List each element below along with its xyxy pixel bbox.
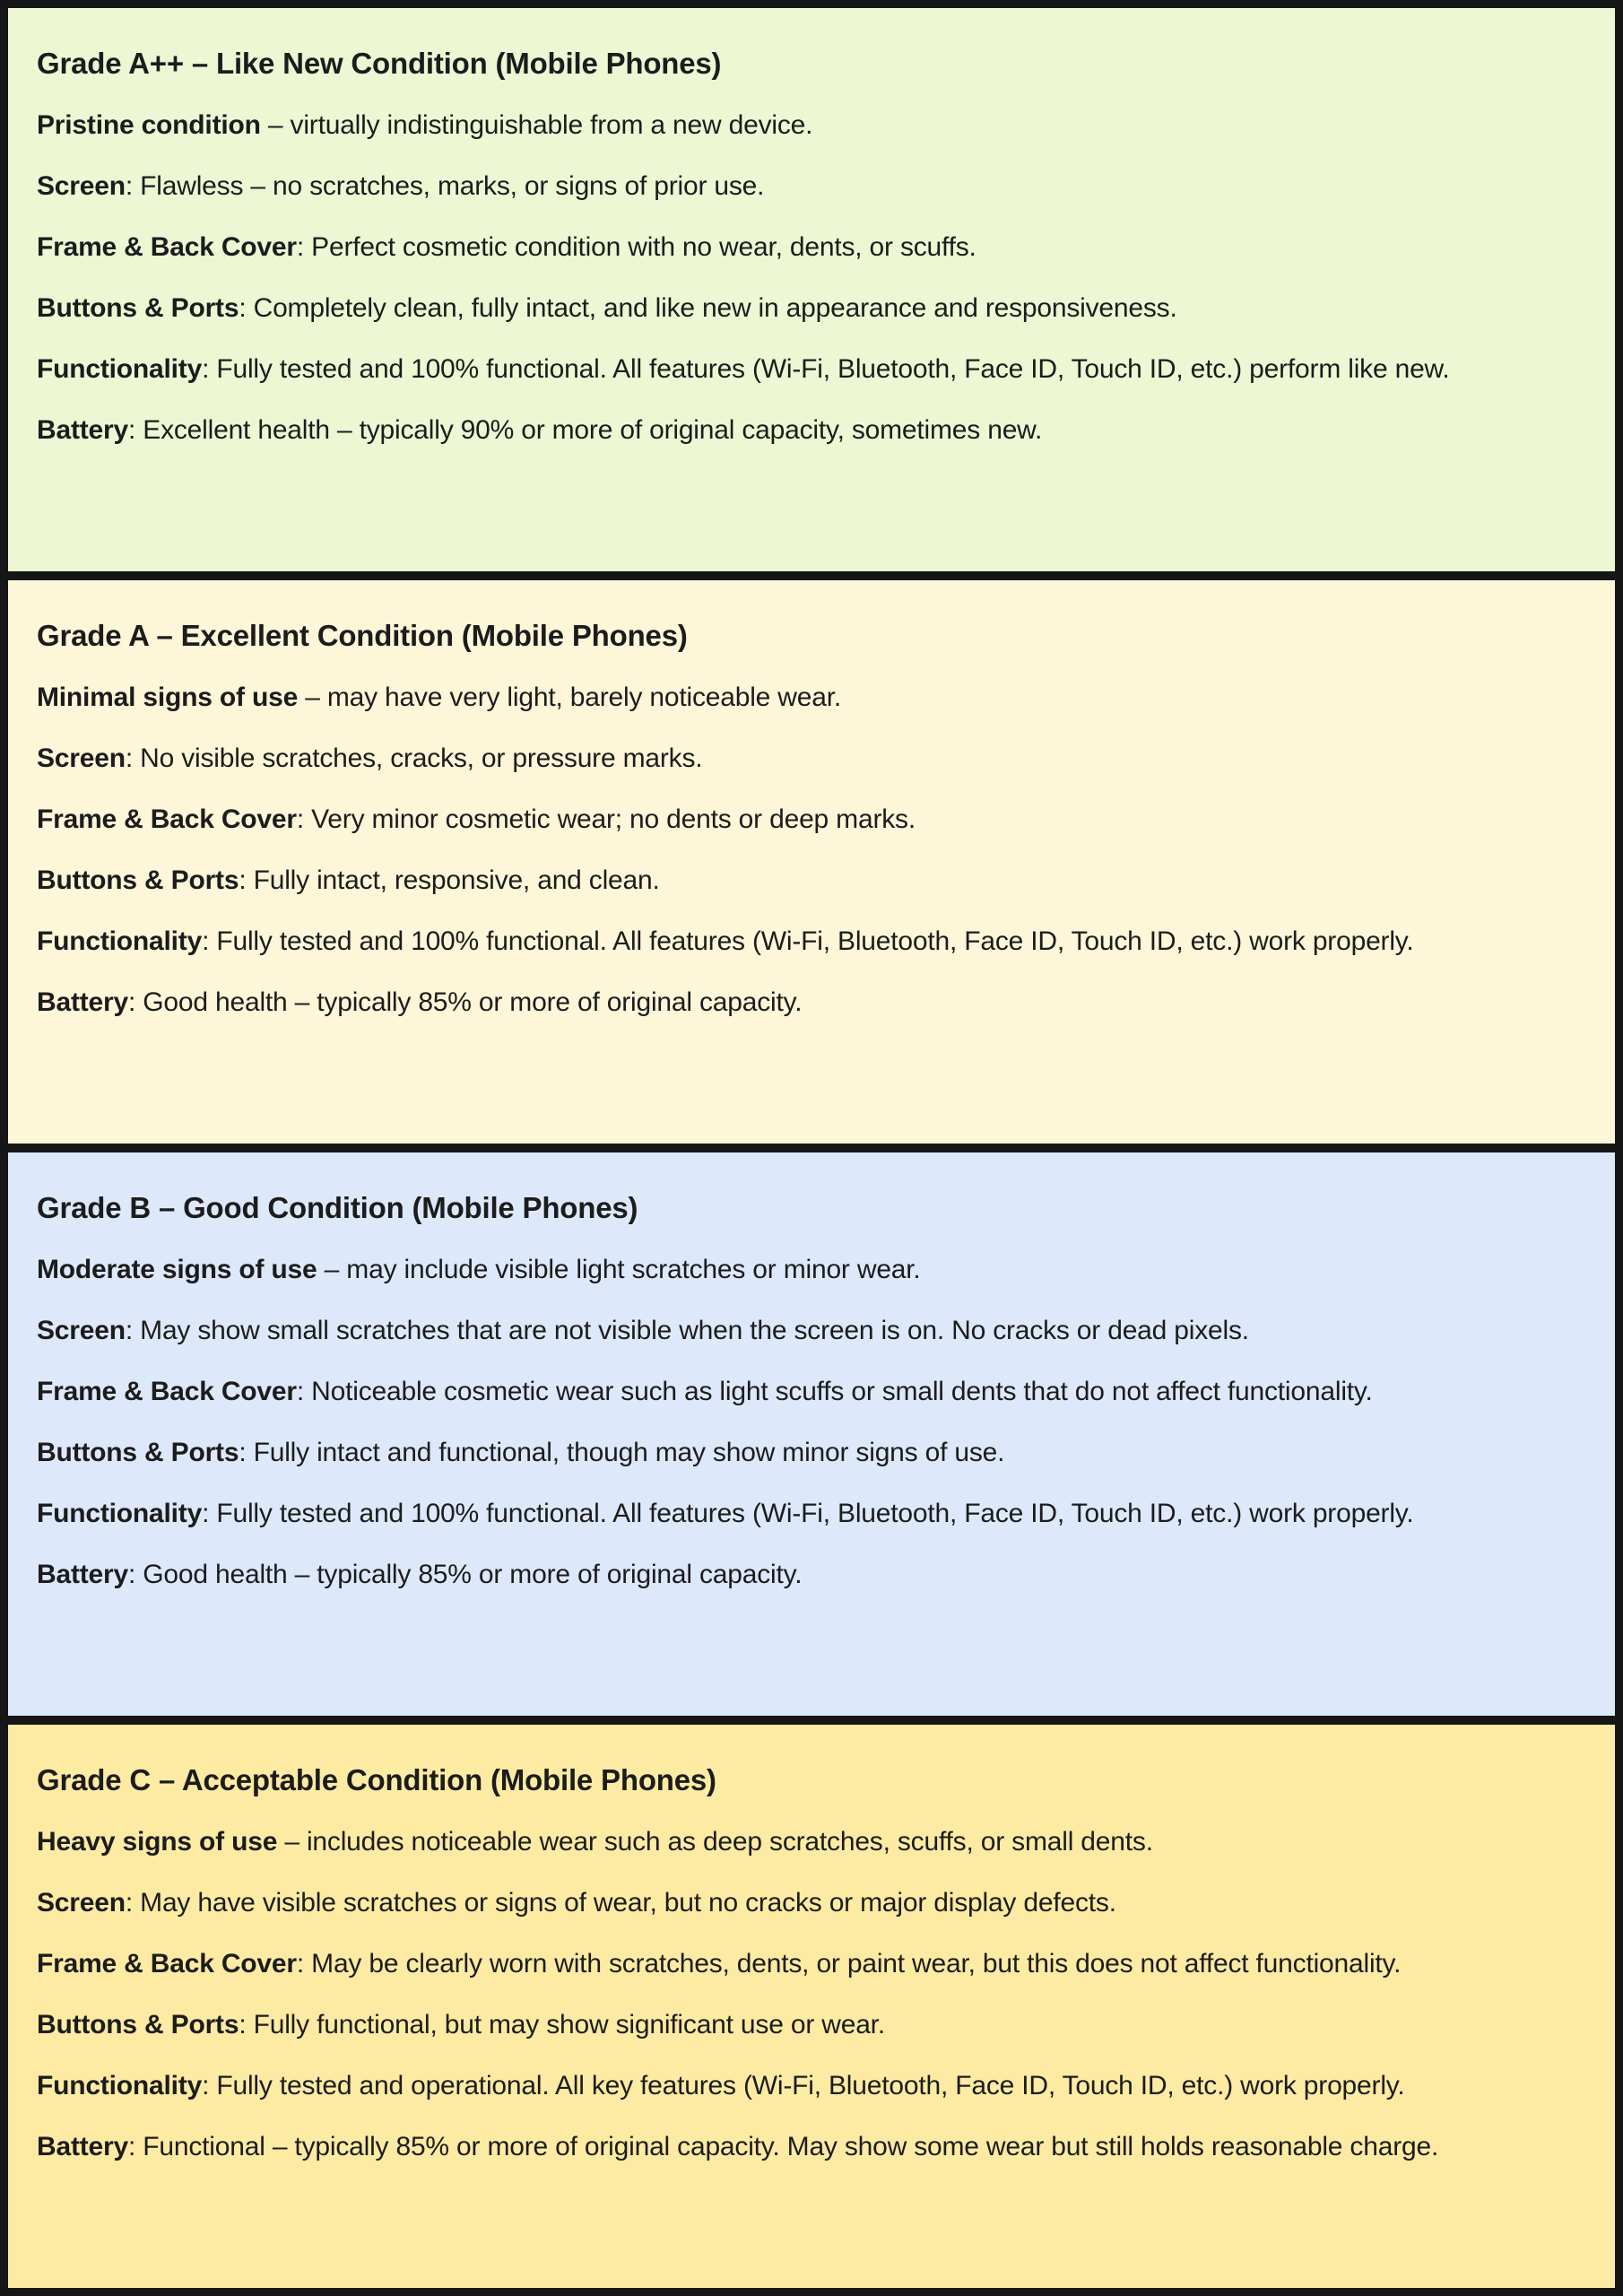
grade-title: Grade C – Acceptable Condition (Mobile Phones) [37, 1763, 716, 1796]
grade-line-buttons [37, 1436, 1606, 1470]
grade-line-buttons [37, 291, 1606, 326]
grade-line-functionality [37, 925, 1606, 959]
grade-line-frame [37, 1375, 1606, 1409]
grade-line-condition [37, 681, 1606, 715]
line-sep: : [239, 865, 254, 895]
grade-line-battery [37, 2130, 1606, 2164]
line-text: May be clearly worn with scratches, dents, or paint wear, but this does not affect functionality. [311, 1949, 1402, 1979]
line-text: Functional – typically 85% or more of original capacity. May show some wear but still holds reasonable charge. [143, 2132, 1439, 2161]
line-sep: : [202, 2071, 217, 2100]
grade-line-battery [37, 413, 1606, 448]
line-lead: Functionality [37, 2071, 203, 2100]
line-sep: : [239, 1438, 254, 1467]
line-lead: Buttons & Ports [37, 2010, 239, 2039]
line-sep: : [125, 1316, 141, 1345]
line-lead: Heavy signs of use [37, 1827, 278, 1857]
line-sep: : [296, 804, 312, 834]
grade-title: Grade A++ – Like New Condition (Mobile Phones) [37, 47, 722, 80]
line-lead: Buttons & Ports [37, 293, 239, 323]
line-sep: : [127, 415, 143, 445]
line-text: Noticeable cosmetic wear such as light scuffs or small dents that do not affect functionality. [311, 1377, 1373, 1406]
grade-card-a-plus-plus [8, 8, 1615, 571]
line-sep: : [202, 1499, 217, 1528]
grade-line-battery [37, 986, 1606, 1020]
grade-line-buttons [37, 864, 1606, 898]
line-lead: Screen [37, 1316, 126, 1345]
line-sep: : [127, 987, 143, 1017]
line-lead: Frame & Back Cover [37, 1377, 297, 1406]
line-text: Fully tested and operational. All key features (Wi-Fi, Bluetooth, Face ID, Touch ID, etc.) work properly. [216, 2071, 1405, 2100]
line-text: Good health – typically 85% or more of original capacity. [143, 987, 803, 1017]
line-sep: : [296, 232, 312, 262]
line-lead: Buttons & Ports [37, 865, 239, 895]
line-text: Fully tested and 100% functional. All features (Wi-Fi, Bluetooth, Face ID, Touch ID, etc.) work properly. [216, 1499, 1414, 1528]
line-sep: : [125, 1888, 141, 1918]
line-text: virtually indistinguishable from a new device. [290, 110, 813, 140]
line-text: Fully tested and 100% functional. All features (Wi-Fi, Bluetooth, Face ID, Touch ID, etc.) work properly. [216, 926, 1414, 956]
line-text: Flawless – no scratches, marks, or signs of prior use. [140, 171, 765, 201]
grade-line-frame [37, 230, 1606, 265]
line-sep: : [202, 354, 217, 384]
grade-line-condition [37, 109, 1606, 143]
grade-card-c [8, 1725, 1615, 2288]
line-sep: : [296, 1949, 312, 1979]
line-sep: : [125, 744, 141, 773]
line-text: includes noticeable wear such as deep scratches, scuffs, or small dents. [306, 1827, 1153, 1857]
line-text: Fully functional, but may show significant use or wear. [253, 2010, 885, 2039]
grade-line-condition [37, 1253, 1606, 1287]
grade-line-functionality [37, 352, 1606, 387]
line-sep: – [317, 1255, 347, 1284]
line-lead: Screen [37, 744, 126, 773]
grade-line-frame [37, 803, 1606, 837]
line-text: may include visible light scratches or minor wear. [346, 1255, 921, 1284]
line-lead: Buttons & Ports [37, 1438, 239, 1467]
grade-title: Grade A – Excellent Condition (Mobile Phones) [37, 619, 688, 652]
line-text: may have very light, barely noticeable wear. [326, 683, 841, 712]
line-text: May show small scratches that are not visible when the screen is on. No cracks or dead pixels. [140, 1316, 1249, 1345]
grade-line-screen [37, 170, 1606, 204]
line-sep: : [296, 1377, 312, 1406]
line-sep: : [127, 2132, 143, 2161]
line-sep: : [125, 171, 141, 201]
line-text: Perfect cosmetic condition with no wear, dents, or scuffs. [311, 232, 976, 262]
grade-line-screen [37, 742, 1606, 776]
line-text: Good health – typically 85% or more of original capacity. [143, 1560, 803, 1589]
grade-line-buttons [37, 2008, 1606, 2042]
line-text: No visible scratches, cracks, or pressure marks. [140, 744, 703, 773]
line-lead: Battery [37, 987, 128, 1017]
line-sep: – [298, 683, 327, 712]
grade-line-screen [37, 1886, 1606, 1920]
line-text: Fully tested and 100% functional. All features (Wi-Fi, Bluetooth, Face ID, Touch ID, etc.) perform like new. [216, 354, 1450, 384]
line-lead: Functionality [37, 926, 203, 956]
line-text: Fully intact and functional, though may show minor signs of use. [253, 1438, 1005, 1467]
line-lead: Frame & Back Cover [37, 804, 297, 834]
line-lead: Battery [37, 1560, 128, 1589]
line-lead: Frame & Back Cover [37, 232, 297, 262]
grade-line-functionality [37, 2069, 1606, 2103]
line-lead: Screen [37, 1888, 126, 1918]
line-sep: : [202, 926, 217, 956]
line-sep: – [277, 1827, 307, 1857]
line-lead: Functionality [37, 354, 203, 384]
grade-line-functionality [37, 1497, 1606, 1531]
line-lead: Screen [37, 171, 126, 201]
line-lead: Battery [37, 2132, 128, 2161]
grade-line-screen [37, 1314, 1606, 1348]
line-sep: : [239, 2010, 254, 2039]
line-text: May have visible scratches or signs of wear, but no cracks or major display defects. [140, 1888, 1116, 1918]
line-text: Fully intact, responsive, and clean. [253, 865, 660, 895]
line-lead: Moderate signs of use [37, 1255, 317, 1284]
line-sep: – [260, 110, 291, 140]
line-sep: : [127, 1560, 143, 1589]
grade-line-frame [37, 1947, 1606, 1981]
line-lead: Minimal signs of use [37, 683, 299, 712]
line-lead: Pristine condition [37, 110, 261, 140]
line-sep: : [239, 293, 254, 323]
grade-line-condition [37, 1825, 1606, 1859]
line-lead: Functionality [37, 1499, 203, 1528]
line-text: Very minor cosmetic wear; no dents or deep marks. [311, 804, 916, 834]
line-text: Completely clean, fully intact, and like new in appearance and responsiveness. [253, 293, 1177, 323]
line-text: Excellent health – typically 90% or more of original capacity, sometimes new. [143, 415, 1043, 445]
line-lead: Battery [37, 415, 128, 445]
grade-title: Grade B – Good Condition (Mobile Phones) [37, 1191, 638, 1224]
grade-card-b [8, 1152, 1615, 1716]
grade-card-a [8, 580, 1615, 1144]
line-lead: Frame & Back Cover [37, 1949, 297, 1979]
grade-line-battery [37, 1558, 1606, 1592]
